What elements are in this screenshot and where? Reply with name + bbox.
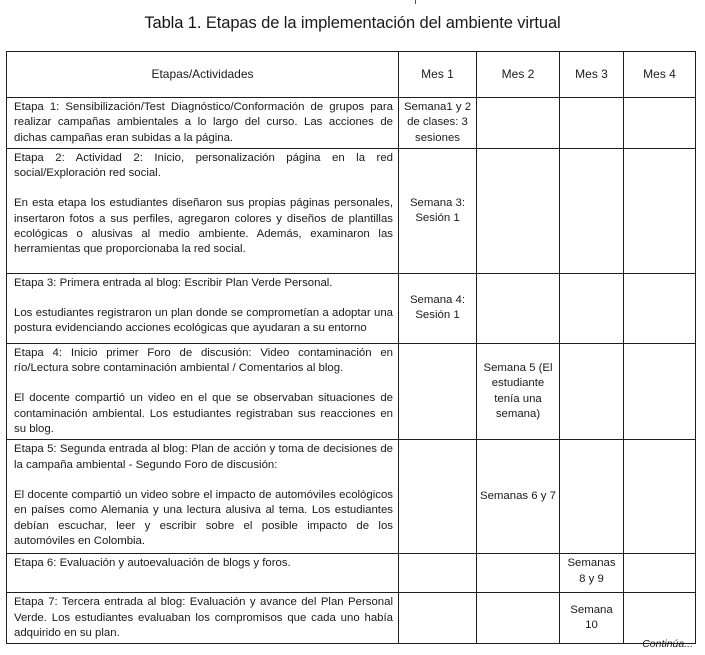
month-cell: [624, 554, 696, 593]
month-cell: [399, 440, 477, 554]
month-cell: Semanas 8 y 9: [560, 554, 624, 593]
month-cell: [624, 593, 696, 644]
activity-description: En esta etapa los estudiantes diseñaron sus propias páginas personales, insertaron fotos a sus perfiles, agregaron colores y diseños de plantillas ecológicas o alusivas al medio ambiente. Además, examinaron las herramientas que proporcionaba la red social.: [14, 197, 393, 256]
activity-text: Etapa 3: Primera entrada al blog: Escribir Plan Verde Personal.: [14, 276, 333, 289]
activity-cell: [7, 98, 399, 149]
header-etapas: Etapas/Actividades: [7, 52, 399, 98]
activity-text: Etapa 1: Sensibilización/Test Diagnóstico/Conformación de grupos para realizar campañas ambientales a lo largo del curso. Las acciones de dichas campañas eran subidas a la página.: [14, 101, 393, 144]
table-row: [7, 593, 696, 644]
month-cell: [560, 440, 624, 554]
continued-note: Continúa...: [642, 638, 693, 650]
table-row: [7, 148, 696, 273]
month-cell: Semana 4: Sesión 1: [399, 273, 477, 343]
table-container: [6, 51, 695, 644]
header-mes-2: Mes 2: [477, 52, 560, 98]
page-tick-mark: [415, 0, 416, 4]
month-cell: [477, 593, 560, 644]
table-row: [7, 440, 696, 554]
month-cell: [560, 343, 624, 439]
activity-text: Etapa 2: Actividad 2: Inicio, personalización página en la red social/Exploración red social.: [14, 151, 393, 180]
table-row: [7, 343, 696, 439]
activity-text: Etapa 6: Evaluación y autoevaluación de blogs y foros.: [14, 557, 291, 570]
month-cell: [477, 148, 560, 273]
activity-cell: [7, 343, 399, 439]
month-cell: [624, 273, 696, 343]
month-cell: Semana1 y 2 de clases: 3 sesiones: [399, 98, 477, 149]
activity-cell: [7, 593, 399, 644]
month-cell: [560, 148, 624, 273]
month-cell: [624, 98, 696, 149]
activity-description: El docente compartió un video en el que se observaban situaciones de contaminación ambiental. Los estudiantes registraban sus reacciones en su blog.: [14, 392, 393, 436]
activity-description: Los estudiantes registraron un plan donde se comprometían a adoptar una postura evidenciando acciones ecológicas que ayudaran a su entorno: [14, 307, 393, 335]
header-mes-4: Mes 4: [624, 52, 696, 98]
month-cell: [624, 343, 696, 439]
activity-cell: [7, 554, 399, 593]
month-cell: [477, 98, 560, 149]
activity-text: Etapa 7: Tercera entrada al blog: Evaluación y avance del Plan Personal Verde. Los estudiantes evaluaban los compromisos que cada uno había adquirido en su plan.: [14, 596, 393, 639]
header-mes-3: Mes 3: [560, 52, 624, 98]
activity-cell: [7, 273, 399, 343]
month-cell: [399, 593, 477, 644]
header-mes-1: Mes 1: [399, 52, 477, 98]
activity-text: Etapa 4: Inicio primer Foro de discusión: Video contaminación en río/Lectura sobre contaminación ambiental / Comentarios al blog.: [14, 346, 393, 375]
month-cell: [399, 554, 477, 593]
table-row: [7, 273, 696, 343]
month-cell: [477, 273, 560, 343]
month-cell: Semana 5 (El estudiante tenía una semana): [477, 343, 560, 439]
caption-label: Tabla 1.: [144, 14, 202, 32]
caption-title: Etapas de la implementación del ambiente virtual: [205, 14, 561, 32]
stages-table: [6, 51, 696, 644]
month-cell: [560, 98, 624, 149]
table-caption: [0, 14, 705, 33]
month-cell: [560, 273, 624, 343]
month-cell: Semana 10: [560, 593, 624, 644]
table-row: [7, 98, 696, 149]
month-cell: [624, 440, 696, 554]
month-cell: Semana 3: Sesión 1: [399, 148, 477, 273]
activity-description: El docente compartió un video sobre el impacto de automóviles ecológicos en países como Alemania y una lectura alusiva al tema. Los estudiantes debían escuchar, leer y escribir sobre el posible impacto de los automóviles en Colombia.: [14, 488, 393, 547]
header-row: [7, 52, 696, 98]
activity-cell: [7, 440, 399, 554]
month-cell: [477, 554, 560, 593]
month-cell: Semanas 6 y 7: [477, 440, 560, 554]
table-row: [7, 554, 696, 593]
month-cell: [399, 343, 477, 439]
activity-cell: [7, 148, 399, 273]
month-cell: [624, 148, 696, 273]
activity-text: Etapa 5: Segunda entrada al blog: Plan de acción y toma de decisiones de la campaña ambiental - Segundo Foro de discusión:: [14, 443, 393, 471]
